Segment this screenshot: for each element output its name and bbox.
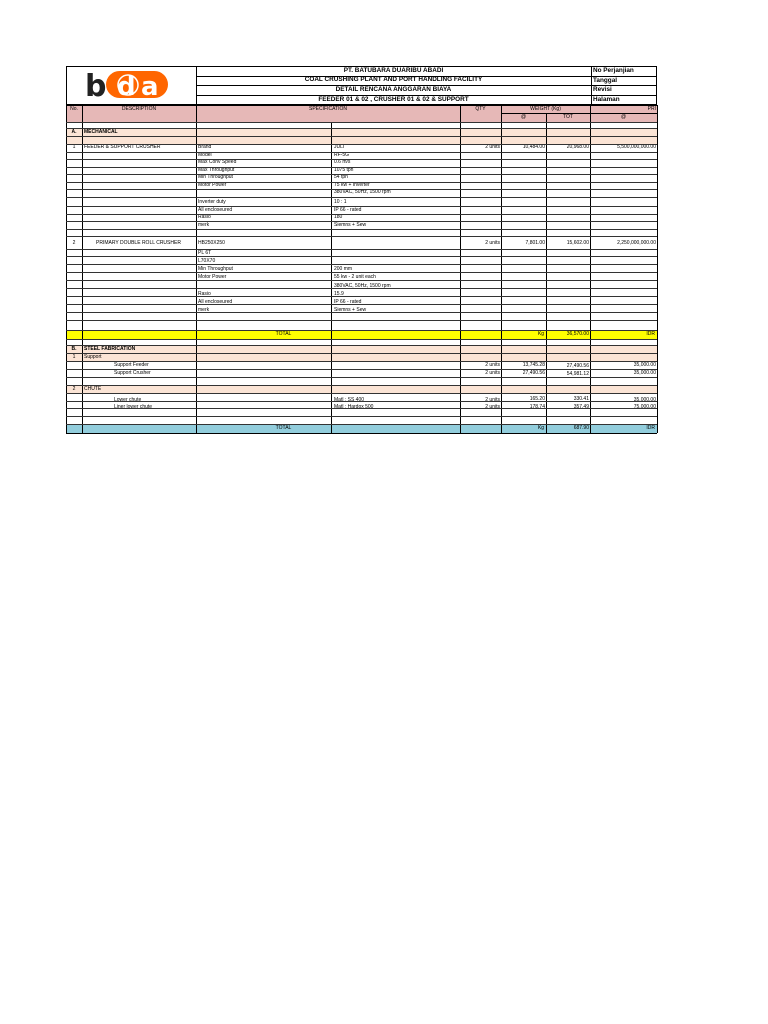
a1-price-at: 5,500,000,000.00 [617, 144, 656, 150]
a2-spec-value: 55 kw - 2 unit each [334, 274, 376, 280]
a1-spec-value: 75 kw + Inverter [334, 181, 370, 188]
document-title: DETAIL RENCANA ANGGARAN BIAYA [335, 86, 452, 93]
grid-line [66, 361, 657, 362]
grid-line [66, 105, 67, 433]
a1-spec-value: IP 66 - rated [334, 206, 362, 213]
grid-line [66, 288, 657, 289]
b1-row-desc: Support Feeder [114, 362, 149, 368]
a1-weight-at: 10,484.00 [522, 144, 545, 150]
grid-line [66, 353, 657, 354]
grid-line [66, 105, 657, 106]
a1-spec-label: Model [198, 151, 212, 158]
a1-spec-label: All encloseured [198, 206, 233, 213]
section-b-total-label: TOTAL [275, 425, 292, 431]
b2-no: 2 [72, 386, 76, 392]
b2-row-at: 178.74 [529, 404, 545, 410]
section-a-total-currency: IDR [646, 331, 655, 337]
grid-line [66, 424, 657, 425]
a2-spec-label: L70X70 [198, 258, 216, 264]
a1-spec-label: Motor Power [198, 181, 227, 188]
document-scope: FEEDER 01 & 02 , CRUSHER 01 & 02 & SUPPORT [318, 96, 469, 103]
grid-line [66, 152, 657, 153]
a1-spec-label: Min Throughput [198, 174, 233, 180]
grid-line [66, 167, 657, 168]
b1-row-qty: 2 units [485, 370, 500, 376]
a2-weight-tot: 15,602.00 [566, 240, 589, 246]
col-weight: WEIGHT (Kg) [530, 106, 561, 112]
grid-line [66, 122, 657, 123]
meta-revisi: Revisi [593, 86, 612, 93]
a1-spec-label: Max Conv Speed [198, 159, 237, 165]
grid-line [66, 144, 657, 145]
col-specification: SPECIFICATION [309, 106, 347, 112]
section-a-total-label: TOTAL [275, 331, 292, 337]
section-a-total-unit: Kg [537, 331, 544, 337]
b1-row-at: 27,490.56 [522, 370, 545, 376]
a2-weight-at: 7,801.00 [525, 240, 545, 246]
company-name: PT. BATUBARA DUARIBU ABADI [343, 66, 444, 74]
section-b-total-unit: Kg [537, 425, 544, 431]
a1-spec-value: 10 : 1 [334, 199, 347, 205]
a1-spec-value: RF-5G [334, 151, 349, 158]
a2-spec-value: IP 66 - rated [334, 299, 362, 305]
grid-line [657, 105, 658, 433]
logo-d: d [117, 72, 136, 102]
grid-line [66, 433, 657, 434]
b2-row-qty: 2 units [485, 404, 500, 410]
grid-line [66, 206, 657, 207]
grid-line [66, 280, 657, 281]
grid-line [66, 136, 657, 137]
logo-b: b [85, 69, 107, 104]
budget-sheet [0, 0, 768, 440]
a2-spec-label: merk [198, 307, 210, 313]
b2-row-tot: 357.49 [573, 404, 589, 410]
grid-line [66, 174, 657, 175]
a2-spec-label: PL 6T [198, 250, 212, 256]
a1-spec-value: JULI [334, 144, 345, 150]
col-weight-tot: TOT [563, 114, 573, 120]
a1-spec-value: 180 [334, 214, 343, 220]
section-b-total-weight: 687.90 [573, 425, 589, 431]
a2-qty: 2 units [485, 240, 500, 246]
b2-row-tot: 330.41 [573, 396, 589, 402]
grid-line [66, 264, 657, 265]
b2-row-price: 75,000.00 [633, 404, 656, 410]
grid-line [66, 229, 657, 230]
a2-spec-label: Min Throughput [198, 266, 233, 272]
a2-spec-label: HB250X250 [198, 240, 225, 246]
grid-line [66, 393, 657, 394]
b2-row-spec: Matl : Hardox 500 [334, 404, 374, 410]
grid-line [66, 330, 657, 331]
grid-line [66, 236, 657, 237]
grid-line [66, 249, 657, 250]
project-name: COAL CRUSHING PLANT AND PORT HANDLING FACILITY [304, 76, 483, 83]
b2-row-price: 35,000.00 [633, 397, 656, 403]
section-a-title: MECHANICAL [84, 129, 118, 135]
section-a-total-weight: 36,570.00 [566, 331, 589, 337]
b1-description: Support [84, 354, 102, 360]
b1-no: 1 [72, 354, 76, 360]
a2-spec-label: Motor Power [198, 274, 227, 280]
a2-spec-value: 200 mm [334, 266, 353, 272]
grid-line [66, 256, 657, 257]
a1-spec-label: Max Throughput [198, 166, 235, 173]
grid-line [66, 182, 657, 183]
col-description: DESCRIPTION [121, 106, 157, 112]
section-b-total-currency: IDR [646, 425, 655, 431]
grid-line [66, 189, 657, 190]
grid-line [66, 408, 657, 409]
b2-row-desc: Lower chute [114, 397, 142, 403]
section-a-label: A. [71, 129, 77, 135]
col-no: No. [70, 106, 78, 112]
a1-weight-tot: 20,968.00 [566, 144, 589, 150]
grid-line [66, 312, 657, 313]
a1-description: FEEDER & SUPPORT CRUSHER [84, 144, 161, 150]
grid-line [501, 105, 502, 433]
col-price: PRI [647, 106, 656, 112]
a1-spec-label: Brand [198, 144, 212, 150]
meta-tanggal: Tanggal [593, 76, 618, 84]
section-b-label: B. [71, 346, 77, 352]
b2-row-qty: 2 units [485, 397, 500, 403]
grid-line [66, 221, 657, 222]
a2-spec-value: 15.9 [334, 291, 344, 297]
grid-line [66, 401, 657, 402]
b1-row-desc: Support Crusher [114, 370, 151, 376]
a1-spec-value: 0.6 m/s [334, 159, 351, 165]
b1-row-tot: 54,981.12 [566, 371, 589, 377]
a1-spec-value: 380VAC, 50Hz, 1500 rpm [334, 189, 391, 195]
a1-spec-value: 54 tph [334, 174, 348, 180]
b1-row-price: 35,000.00 [633, 370, 656, 376]
a2-spec-label: Rasio [198, 291, 211, 297]
a2-spec-value: Siemns + Sew [334, 307, 367, 313]
col-qty: QTY [475, 106, 486, 112]
b1-row-price: 35,000.00 [633, 362, 656, 368]
a1-spec-value: 1075 tph [334, 166, 354, 173]
grid-line [66, 197, 657, 198]
grid-line [66, 159, 657, 160]
a2-price-at: 2,250,000,000.00 [617, 240, 656, 246]
b1-row-tot: 27,490.56 [566, 363, 589, 369]
grid-line [66, 304, 657, 305]
grid-line [66, 214, 657, 215]
logo-a: a [141, 72, 159, 102]
grid-line [460, 105, 461, 433]
b1-row-at: 13,745.28 [522, 362, 545, 368]
meta-halaman: Halaman [593, 96, 620, 103]
grid-line [66, 385, 657, 386]
a1-qty: 2 units [485, 144, 500, 150]
section-b-title: STEEL FABRICATION [84, 346, 136, 352]
a1-spec-label: Inverter duty [198, 199, 226, 205]
a2-description: PRIMARY DOUBLE ROLL CRUSHER [96, 240, 181, 246]
col-price-at: @ [620, 114, 627, 120]
b2-row-spec: Matl : SS 400 [334, 397, 365, 403]
grid-line [66, 339, 657, 340]
grid-line [66, 345, 657, 346]
table-grid [0, 0, 768, 440]
a1-spec-value: Siemns + Sew [334, 221, 367, 228]
a2-spec-label: All encloseured [198, 299, 233, 305]
grid-line [66, 296, 657, 297]
grid-line [66, 369, 657, 370]
grid-line [66, 416, 657, 417]
b2-row-desc: Liner lower chute [114, 404, 153, 410]
grid-line [590, 105, 591, 433]
grid-line [66, 128, 657, 129]
a2-no: 2 [72, 240, 76, 246]
grid-line [66, 272, 657, 273]
a1-spec-label: Rasio [198, 214, 211, 220]
a2-spec-value: 380VAC, 50Hz, 1500 rpm [334, 282, 391, 289]
grid-line [331, 122, 332, 433]
grid-line [66, 377, 657, 378]
grid-line [196, 105, 197, 433]
b2-description: CHUTE [84, 386, 102, 392]
meta-no-perjanjian: No Perjanjian [593, 67, 634, 74]
b1-row-qty: 2 units [485, 362, 500, 368]
grid-line [82, 105, 83, 433]
a1-no: 1 [72, 144, 76, 150]
b2-row-at: 165.20 [529, 396, 545, 402]
grid-line [66, 320, 657, 321]
a1-spec-label: merk [198, 221, 210, 228]
col-weight-at: @ [520, 114, 527, 120]
